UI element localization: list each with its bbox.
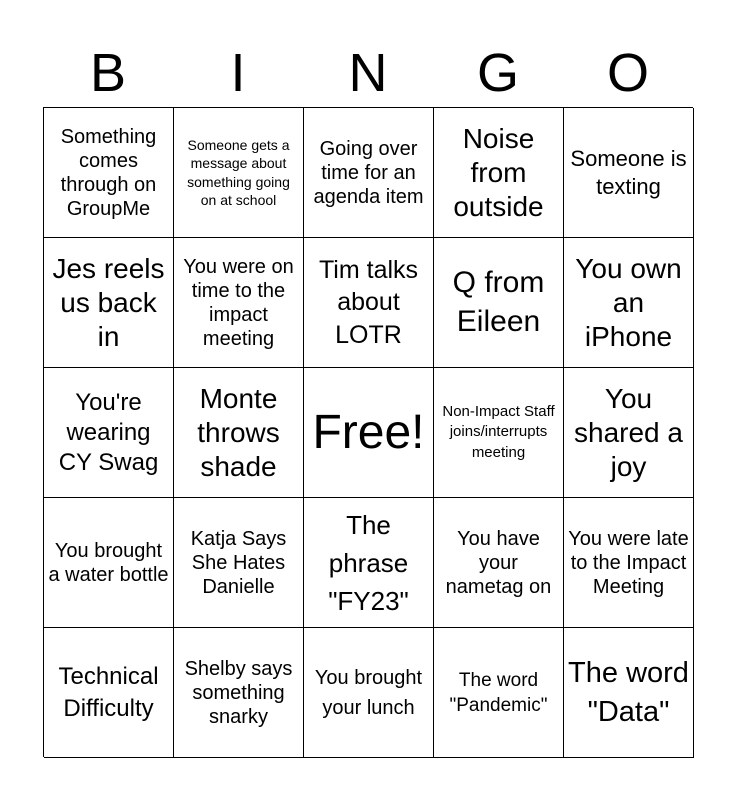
cell-text: You brought your lunch — [314, 666, 423, 719]
bingo-cell[interactable] — [304, 238, 434, 368]
bingo-cell[interactable] — [564, 498, 694, 628]
bingo-cell[interactable] — [44, 498, 174, 628]
bingo-cell[interactable] — [174, 628, 304, 758]
free-space-cell[interactable] — [304, 368, 434, 498]
bingo-cell[interactable] — [174, 368, 304, 498]
bingo-cell[interactable] — [44, 368, 174, 498]
bingo-cell[interactable] — [174, 238, 304, 368]
cell-text: You were on time to the impact meeting — [183, 255, 294, 350]
bingo-cell[interactable] — [434, 238, 564, 368]
cell-text: You brought a water bottle — [48, 539, 169, 586]
cell-text: You shared a joy — [574, 382, 683, 482]
cell-text: Free! — [312, 405, 425, 459]
cell-text: Technical Difficulty — [58, 662, 159, 722]
bingo-cell[interactable] — [44, 628, 174, 758]
bingo-cell[interactable] — [564, 628, 694, 758]
header-letter-i: I — [230, 43, 246, 103]
bingo-header — [43, 42, 693, 104]
cell-text: You have your nametag on — [445, 527, 552, 598]
cell-text: The word "Pandemic" — [449, 669, 548, 716]
cell-text: Katja Says She Hates Danielle — [190, 527, 287, 598]
cell-text: You own an iPhone — [575, 252, 682, 352]
header-letter-b: B — [89, 43, 127, 103]
cell-text: Shelby says something snarky — [184, 657, 293, 728]
bingo-cell[interactable] — [304, 628, 434, 758]
bingo-cell[interactable] — [564, 108, 694, 238]
bingo-cell[interactable] — [44, 108, 174, 238]
header-letter-g: G — [476, 43, 519, 103]
cell-text: The word "Data" — [568, 656, 689, 728]
bingo-cell[interactable] — [304, 498, 434, 628]
bingo-board — [43, 107, 693, 757]
bingo-cell[interactable] — [564, 368, 694, 498]
cell-text: Monte throws shade — [197, 382, 280, 482]
cell-text: Going over time for an agenda item — [313, 137, 424, 208]
cell-text: Someone gets a message about something going on at school — [187, 136, 290, 208]
cell-text: Q from Eileen — [452, 266, 545, 338]
bingo-cell[interactable] — [434, 108, 564, 238]
cell-text: Someone is texting — [570, 145, 687, 199]
cell-text: You were late to the Impact Meeting — [568, 527, 689, 598]
bingo-cell[interactable] — [434, 628, 564, 758]
bingo-cell[interactable] — [304, 108, 434, 238]
bingo-cell[interactable] — [44, 238, 174, 368]
cell-text: Jes reels us back in — [52, 252, 165, 352]
bingo-cell[interactable] — [564, 238, 694, 368]
bingo-cell[interactable] — [174, 498, 304, 628]
cell-text: Tim talks about LOTR — [318, 255, 419, 349]
bingo-cell[interactable] — [434, 498, 564, 628]
header-letter-n: N — [348, 43, 388, 103]
cell-text: Non-Impact Staff joins/interrupts meeting — [442, 402, 555, 461]
header-letter-o: O — [606, 43, 649, 103]
bingo-cell[interactable] — [434, 368, 564, 498]
cell-text: The phrase "FY23" — [328, 509, 409, 616]
bingo-cell[interactable] — [174, 108, 304, 238]
cell-text: You're wearing CY Swag — [58, 388, 159, 476]
cell-text: Something comes through on GroupMe — [60, 125, 157, 220]
cell-text: Noise from outside — [453, 122, 544, 222]
